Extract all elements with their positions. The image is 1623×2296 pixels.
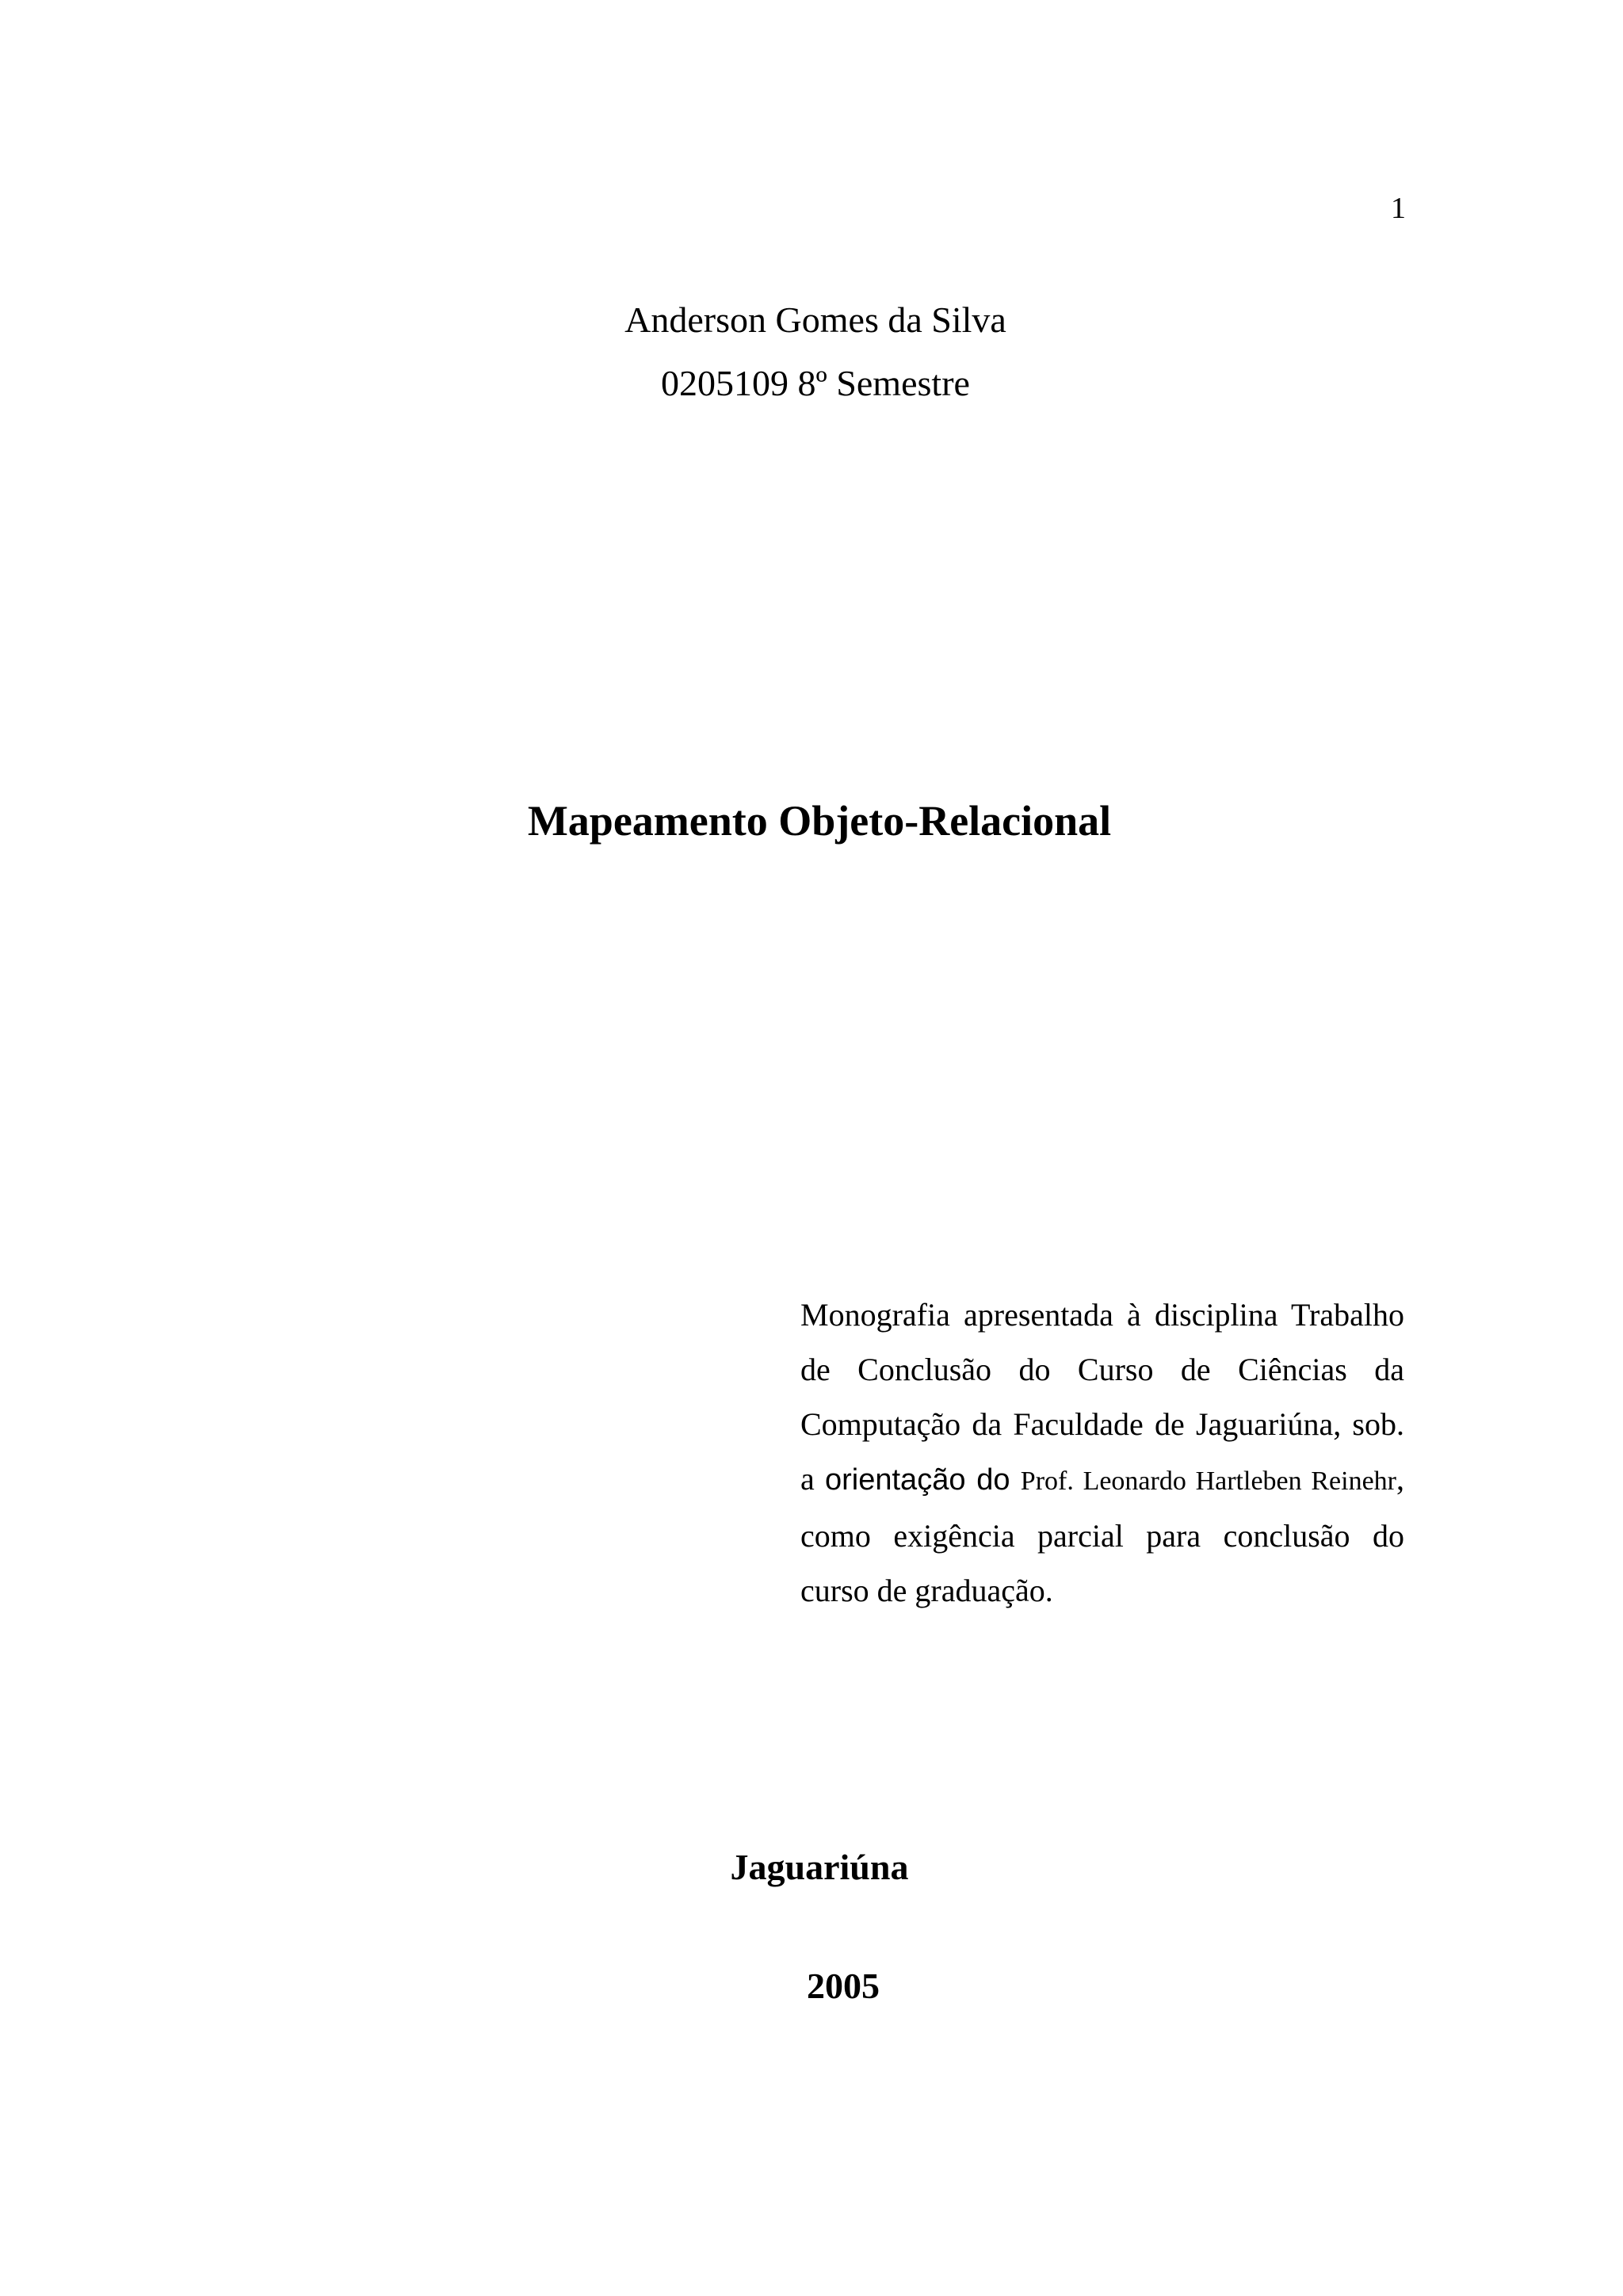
document-title: Mapeamento Objeto-Relacional	[527, 797, 1112, 845]
page-number: 1	[1391, 192, 1406, 225]
abstract-text-2: orientação do	[825, 1463, 1010, 1497]
student-id-semester: 0205109 8º Semestre	[661, 363, 970, 403]
abstract-paragraph	[800, 1287, 1404, 1618]
abstract-text-4: , como exigência parcial para conclusão do curso de graduação.	[800, 1461, 1404, 1608]
abstract-text-3	[1010, 1461, 1021, 1497]
advisor-name: Prof. Leonardo Hartleben Reinehr	[1020, 1466, 1396, 1496]
abstract-text-1: Monografia apresentada à disciplina Trabalho de Conclusão do Curso de Ciências da Computação da Faculdade de Jaguariúna, sob. a	[800, 1297, 1404, 1497]
author-block	[0, 288, 1623, 415]
author-name: Anderson Gomes da Silva	[624, 299, 1006, 340]
city: Jaguariúna	[730, 1847, 909, 1887]
year: 2005	[807, 1966, 880, 2006]
